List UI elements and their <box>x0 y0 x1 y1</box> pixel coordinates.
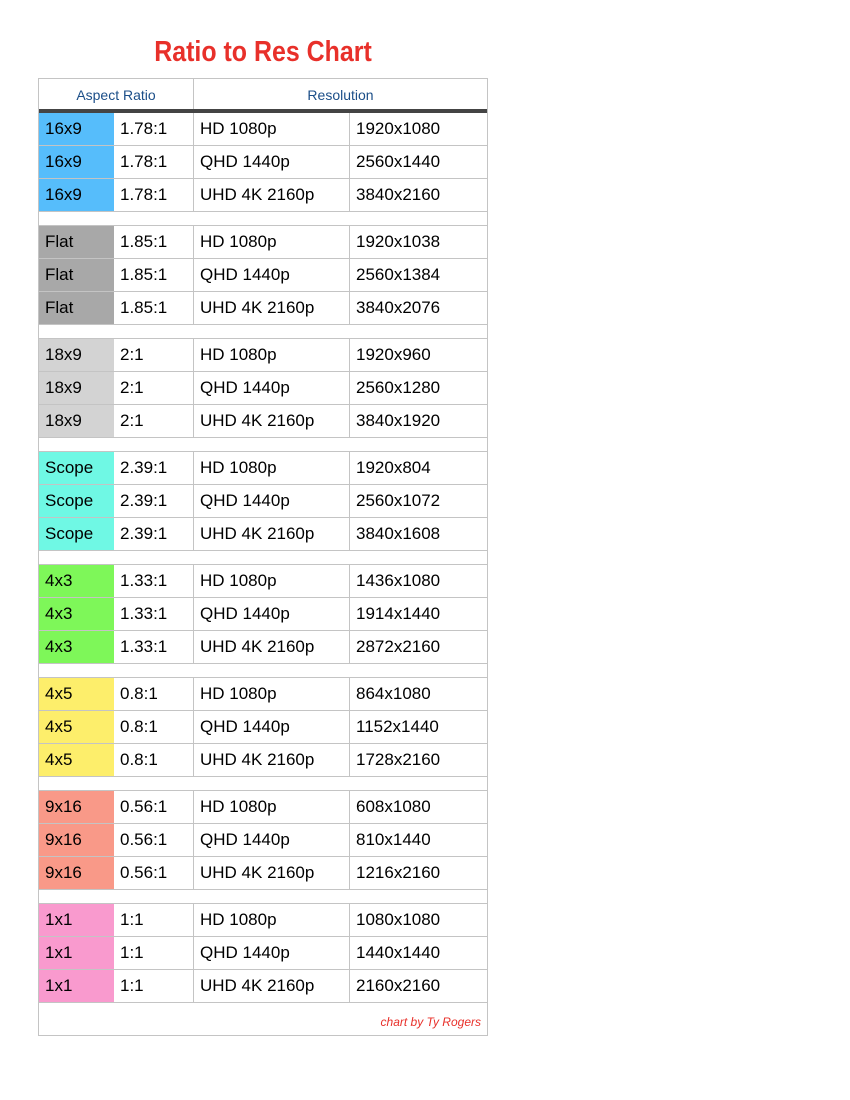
resolution-cell: 864x1080 <box>356 684 431 703</box>
format-cell: QHD 1440p <box>194 711 350 743</box>
resolution-cell: 2560x1072 <box>356 491 441 510</box>
ratio-group <box>39 791 487 890</box>
resolution-cell: 1152x1440 <box>356 717 439 736</box>
ratio-value-cell: 0.56:1 <box>114 791 194 823</box>
resolution-cell: 1920x960 <box>356 345 431 364</box>
format-cell: UHD 4K 2160p <box>194 292 350 324</box>
resolution-cell: 3840x1920 <box>356 411 441 430</box>
ratio-name-cell: 9x16 <box>39 824 114 856</box>
credit-text: chart by Ty Rogers <box>380 1015 481 1029</box>
table-row <box>39 711 487 744</box>
format-cell: QHD 1440p <box>194 372 350 404</box>
resolution-cell: 810x1440 <box>356 830 431 849</box>
table-row <box>39 485 487 518</box>
resolution-cell: 1080x1080 <box>356 910 441 929</box>
ratio-name-cell: 18x9 <box>39 372 114 404</box>
format-cell: HD 1080p <box>194 565 350 597</box>
header-resolution: Resolution <box>307 87 374 103</box>
ratio-value-cell: 0.56:1 <box>114 824 194 856</box>
format-cell: HD 1080p <box>194 791 350 823</box>
table-row <box>39 744 487 777</box>
ratio-value-cell: 1.78:1 <box>114 179 194 211</box>
group-spacer <box>39 777 487 791</box>
resolution-cell: 1920x1080 <box>356 119 441 138</box>
resolution-cell: 1914x1440 <box>356 604 441 623</box>
ratio-name-cell: 4x3 <box>39 565 114 597</box>
resolution-cell: 1920x1038 <box>356 232 441 251</box>
table-row <box>39 339 487 372</box>
format-cell: QHD 1440p <box>194 824 350 856</box>
format-cell: UHD 4K 2160p <box>194 631 350 663</box>
table-row <box>39 292 487 325</box>
format-cell: HD 1080p <box>194 339 350 371</box>
group-spacer <box>39 551 487 565</box>
ratio-name-cell: Flat <box>39 226 114 258</box>
format-cell: UHD 4K 2160p <box>194 405 350 437</box>
table-row <box>39 824 487 857</box>
ratio-value-cell: 1.85:1 <box>114 292 194 324</box>
ratio-value-cell: 1:1 <box>114 970 194 1002</box>
format-cell: UHD 4K 2160p <box>194 179 350 211</box>
table-row <box>39 857 487 890</box>
table-row <box>39 226 487 259</box>
ratio-name-cell: 18x9 <box>39 405 114 437</box>
group-spacer <box>39 212 487 226</box>
table-row <box>39 518 487 551</box>
ratio-name-cell: Scope <box>39 518 114 550</box>
table-row <box>39 904 487 937</box>
page-title: Ratio to Res Chart <box>154 36 372 68</box>
ratio-name-cell: 9x16 <box>39 791 114 823</box>
ratio-name-cell: Scope <box>39 485 114 517</box>
format-cell: HD 1080p <box>194 113 350 145</box>
ratio-group <box>39 678 487 777</box>
format-cell: QHD 1440p <box>194 937 350 969</box>
resolution-cell: 2560x1384 <box>356 265 441 284</box>
resolution-cell: 2872x2160 <box>356 637 441 656</box>
ratio-name-cell: Flat <box>39 259 114 291</box>
ratio-value-cell: 1.33:1 <box>114 631 194 663</box>
header-aspect-ratio: Aspect Ratio <box>39 79 194 109</box>
format-cell: UHD 4K 2160p <box>194 857 350 889</box>
ratio-group <box>39 904 487 1003</box>
resolution-cell: 3840x1608 <box>356 524 441 543</box>
format-cell: HD 1080p <box>194 226 350 258</box>
table-row <box>39 598 487 631</box>
ratio-name-cell: 4x3 <box>39 631 114 663</box>
ratio-value-cell: 0.8:1 <box>114 744 194 776</box>
group-spacer <box>39 890 487 904</box>
table-row <box>39 259 487 292</box>
ratio-group <box>39 113 487 212</box>
resolution-cell: 1436x1080 <box>356 571 441 590</box>
ratio-value-cell: 0.8:1 <box>114 711 194 743</box>
format-cell: HD 1080p <box>194 678 350 710</box>
ratio-name-cell: 4x5 <box>39 711 114 743</box>
ratio-name-cell: 4x5 <box>39 744 114 776</box>
format-cell: QHD 1440p <box>194 598 350 630</box>
ratio-value-cell: 1.33:1 <box>114 565 194 597</box>
ratio-name-cell: 4x5 <box>39 678 114 710</box>
resolution-cell: 1216x2160 <box>356 863 441 882</box>
resolution-cell: 3840x2160 <box>356 185 441 204</box>
ratio-name-cell: 1x1 <box>39 937 114 969</box>
format-cell: UHD 4K 2160p <box>194 970 350 1002</box>
ratio-name-cell: 16x9 <box>39 179 114 211</box>
format-cell: QHD 1440p <box>194 485 350 517</box>
table-row <box>39 405 487 438</box>
ratio-value-cell: 1.85:1 <box>114 226 194 258</box>
group-spacer <box>39 438 487 452</box>
ratio-value-cell: 1.78:1 <box>114 113 194 145</box>
ratio-group <box>39 339 487 438</box>
table-row <box>39 970 487 1003</box>
format-cell: QHD 1440p <box>194 146 350 178</box>
resolution-cell: 2160x2160 <box>356 976 441 995</box>
ratio-value-cell: 2.39:1 <box>114 452 194 484</box>
table-row <box>39 179 487 212</box>
resolution-cell: 2560x1280 <box>356 378 441 397</box>
table-row <box>39 372 487 405</box>
table-row <box>39 146 487 179</box>
table-row <box>39 452 487 485</box>
ratio-value-cell: 1:1 <box>114 937 194 969</box>
ratio-value-cell: 1.33:1 <box>114 598 194 630</box>
ratio-value-cell: 0.56:1 <box>114 857 194 889</box>
ratio-group <box>39 565 487 664</box>
table-row <box>39 631 487 664</box>
resolution-cell: 1440x1440 <box>356 943 441 962</box>
ratio-value-cell: 1.85:1 <box>114 259 194 291</box>
ratio-name-cell: 16x9 <box>39 113 114 145</box>
ratio-value-cell: 2:1 <box>114 405 194 437</box>
ratio-value-cell: 2:1 <box>114 372 194 404</box>
resolution-cell: 2560x1440 <box>356 152 441 171</box>
ratio-name-cell: 9x16 <box>39 857 114 889</box>
format-cell: QHD 1440p <box>194 259 350 291</box>
ratio-value-cell: 1:1 <box>114 904 194 936</box>
resolution-cell: 3840x2076 <box>356 298 441 317</box>
table-row <box>39 791 487 824</box>
ratio-name-cell: Flat <box>39 292 114 324</box>
resolution-cell: 608x1080 <box>356 797 431 816</box>
table-row <box>39 565 487 598</box>
ratio-value-cell: 1.78:1 <box>114 146 194 178</box>
resolution-cell: 1920x804 <box>356 458 431 477</box>
ratio-name-cell: 16x9 <box>39 146 114 178</box>
ratio-value-cell: 0.8:1 <box>114 678 194 710</box>
format-cell: UHD 4K 2160p <box>194 518 350 550</box>
ratio-name-cell: 4x3 <box>39 598 114 630</box>
ratio-name-cell: 1x1 <box>39 970 114 1002</box>
group-spacer <box>39 325 487 339</box>
group-spacer <box>39 664 487 678</box>
table-row <box>39 678 487 711</box>
format-cell: HD 1080p <box>194 904 350 936</box>
table-row <box>39 937 487 970</box>
ratio-value-cell: 2.39:1 <box>114 485 194 517</box>
resolution-cell: 1728x2160 <box>356 750 441 769</box>
table-header <box>39 79 487 113</box>
ratio-table <box>38 78 488 1036</box>
format-cell: HD 1080p <box>194 452 350 484</box>
ratio-group <box>39 226 487 325</box>
ratio-name-cell: Scope <box>39 452 114 484</box>
ratio-name-cell: 18x9 <box>39 339 114 371</box>
format-cell: UHD 4K 2160p <box>194 744 350 776</box>
ratio-value-cell: 2.39:1 <box>114 518 194 550</box>
ratio-value-cell: 2:1 <box>114 339 194 371</box>
table-row <box>39 113 487 146</box>
ratio-group <box>39 452 487 551</box>
ratio-name-cell: 1x1 <box>39 904 114 936</box>
